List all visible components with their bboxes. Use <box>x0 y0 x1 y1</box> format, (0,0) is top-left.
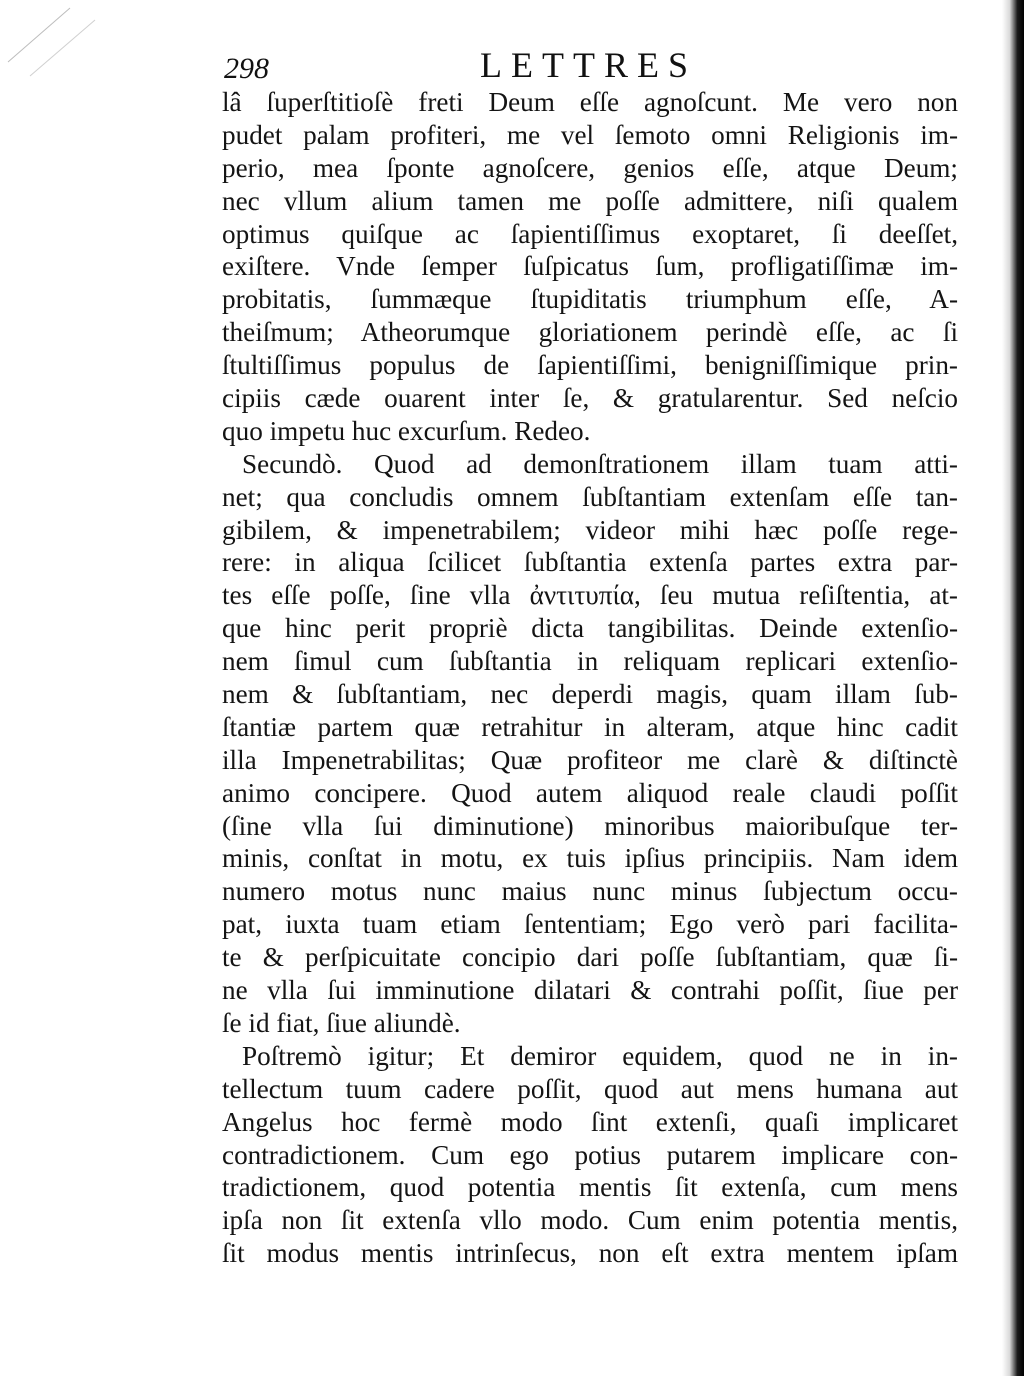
text-line: optimus quiſque ac ſapientiſſimus exoptaret, ſi deeſſet, <box>222 218 958 249</box>
text-line: contradictionem. Cum ego potius putarem implicare con- <box>222 1139 958 1170</box>
text-line: Angelus hoc fermè modo ſint extenſi, quaſi implicaret <box>222 1106 958 1137</box>
text-line: tradictionem, quod potentia mentis ſit extenſa, cum mens <box>222 1172 958 1203</box>
text-line: Secundò. Quod ad demonſtrationem illam tuam atti- <box>242 448 958 479</box>
text-line: que hinc perit propriè dicta tangibilitas. Deinde extenſio- <box>222 613 958 644</box>
text-line: quo impetu huc excurſum. Redeo. <box>222 415 591 446</box>
text-line: minis, conſtat in motu, ex tuis ipſius principiis. Nam idem <box>222 843 958 874</box>
text-line: ſe id fiat, ſiue aliundè. <box>222 1007 461 1038</box>
page-header <box>224 42 964 92</box>
body-text <box>222 86 958 1270</box>
text-line: exiſtere. Vnde ſemper ſuſpicatus ſum, profligatiſſimæ im- <box>222 251 958 282</box>
text-line: cipiis cæde ouarent inter ſe, & gratularentur. Sed neſcio <box>222 383 958 414</box>
text-line: theiſmum; Atheorumque gloriationem perindè eſſe, ac ſi <box>222 317 958 348</box>
text-line: nec vllum alium tamen me poſſe admittere, niſi qualem <box>222 185 958 216</box>
running-title: LETTRES <box>480 45 697 85</box>
text-line: ne vlla ſui imminutione dilatari & contrahi poſſit, ſiue per <box>222 975 958 1006</box>
text-line: numero motus nunc maius nunc minus ſubjectum occu- <box>222 876 958 907</box>
text-line: pudet palam profiteri, me vel ſemoto omni Religionis im- <box>222 119 958 150</box>
text-line: perio, mea ſponte agnoſcere, genios eſſe, atque Deum; <box>222 152 958 183</box>
text-line: probitatis, ſummæque ſtupiditatis triumphum eſſe, A- <box>222 284 958 315</box>
text-line: (ſine vlla ſui diminutione) minoribus maioribuſque ter- <box>222 810 958 841</box>
text-line: ſtantiæ partem quæ retrahitur in alteram, atque hinc cadit <box>222 711 958 742</box>
text-line: lâ ſuperſtitioſè freti Deum eſſe agnoſcunt. Me vero non <box>222 87 958 117</box>
text-line: nem & ſubſtantiam, nec deperdi magis, quam illam ſub- <box>222 679 958 710</box>
page-edge-shadow <box>1002 0 1024 1376</box>
text-line: ſit modus mentis intrinſecus, non eſt extra mentem ipſam <box>222 1238 958 1269</box>
text-line: rere: in aliqua ſcilicet ſubſtantia extenſa partes extra par- <box>222 547 958 578</box>
page-corner-marks <box>0 0 120 80</box>
page-number: 298 <box>224 52 269 85</box>
text-line: Poſtremò igitur; Et demiror equidem, quod ne in in- <box>242 1040 958 1071</box>
text-line: tellectum tuum cadere poſſit, quod aut mens humana aut <box>222 1073 958 1104</box>
text-line: gibilem, & impenetrabilem; videor mihi hæc poſſe rege- <box>222 514 958 545</box>
text-line: te & perſpicuitate concipio dari poſſe ſubſtantiam, quæ ſi- <box>222 942 958 973</box>
text-line: pat, iuxta tuam etiam ſententiam; Ego verò pari facilita- <box>222 909 958 940</box>
text-line: net; qua concludis omnem ſubſtantiam extenſam eſſe tan- <box>222 481 958 512</box>
text-line: tes eſſe poſſe, ſine vlla ἀντιτυπία, ſeu mutua reſiſtentia, at- <box>222 580 958 611</box>
text-line: illa Impenetrabilitas; Quæ profiteor me clarè & diſtinctè <box>222 744 958 775</box>
text-line: animo concipere. Quod autem aliquod reale claudi poſſit <box>222 777 958 808</box>
text-line: ipſa non ſit extenſa vllo modo. Cum enim potentia mentis, <box>222 1205 958 1236</box>
text-line: ſtultiſſimus populus de ſapientiſſimi, benigniſſimique prin- <box>222 350 958 381</box>
text-line: nem ſimul cum ſubſtantia in reliquam replicari extenſio- <box>222 646 958 677</box>
